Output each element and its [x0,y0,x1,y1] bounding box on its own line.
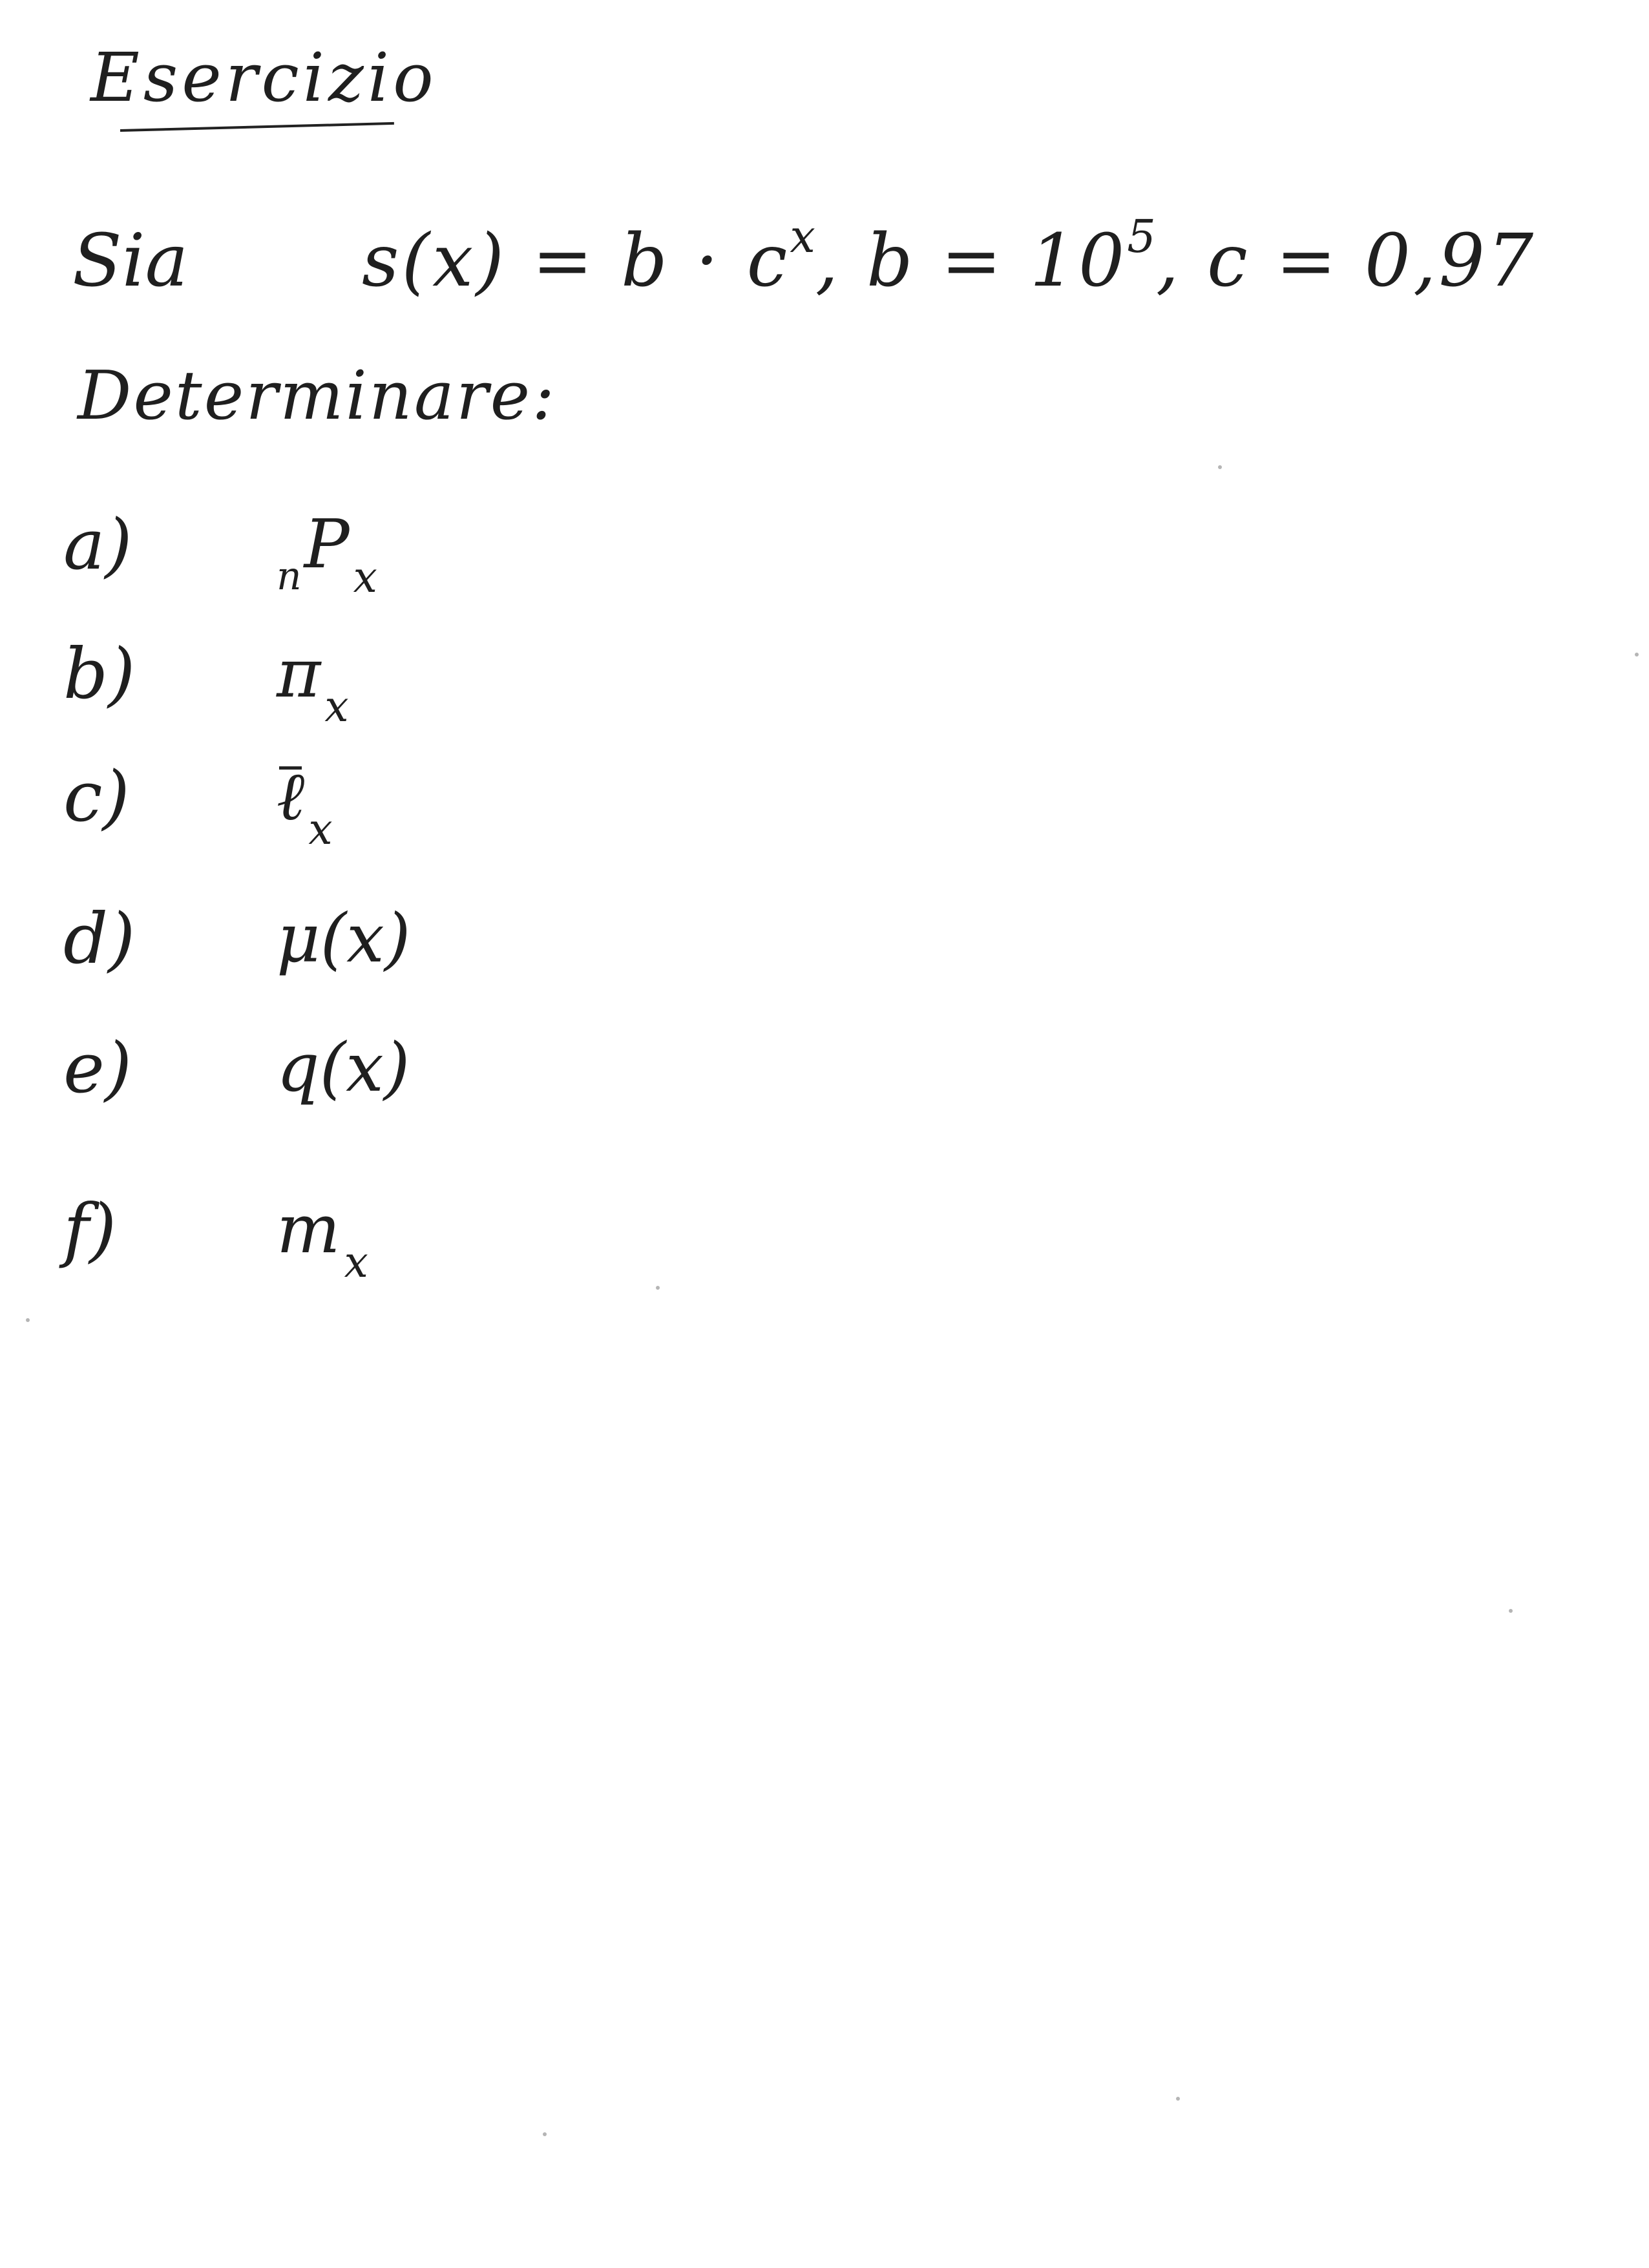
task-letter: e) [63,1028,132,1109]
paper-speck [543,2132,547,2136]
task-symbol-main: μ(x) [277,899,411,978]
paper-speck [1176,2097,1180,2101]
function-expression: s(x) = b · c [362,219,790,303]
paper-speck [1218,465,1222,469]
task-item-e [63,1028,839,1118]
task-letter: b) [63,634,136,715]
paper-speck [656,1286,660,1290]
task-symbol [277,1028,410,1107]
task-symbol [277,505,377,602]
task-symbol [277,899,411,978]
task-symbol-main: ℓ [277,757,305,835]
task-symbol [277,1190,368,1287]
task-symbol-main: q(x) [277,1028,410,1107]
task-symbol [277,634,349,731]
task-item-b [63,634,839,731]
task-item-f [63,1190,839,1287]
task-letter: d) [63,899,136,980]
paper-speck [1635,653,1639,656]
statement-lead: Sia [72,219,189,303]
task-symbol-subscript: x [324,682,349,731]
parameter-c: , c = 0,97 [1155,219,1537,303]
function-exponent: x [790,210,815,263]
task-item-c [63,757,839,854]
task-item-a [63,505,839,602]
title-underline [120,122,394,132]
parameter-b: , b = 10 [815,219,1128,303]
task-symbol-main: P [304,505,350,583]
task-symbol [277,757,333,854]
parameter-b-exponent: 5 [1127,210,1156,263]
instruction-text: Determinare: [78,356,557,435]
task-symbol-main: m [277,1190,341,1268]
task-symbol-subscript: x [308,804,333,854]
task-letter: f) [63,1190,117,1270]
task-letter: c) [63,757,130,837]
task-symbol-main: π [277,634,321,713]
paper-speck [26,1318,30,1322]
task-letter: a) [63,505,132,585]
survival-function-statement [362,210,1537,303]
paper-speck [1509,1609,1513,1613]
task-symbol-subscript: x [353,552,377,602]
exercise-title: Esercizio [90,38,437,117]
task-symbol-subscript: x [344,1237,368,1287]
task-symbol-prefix: n [277,554,302,599]
task-item-d [63,899,839,989]
